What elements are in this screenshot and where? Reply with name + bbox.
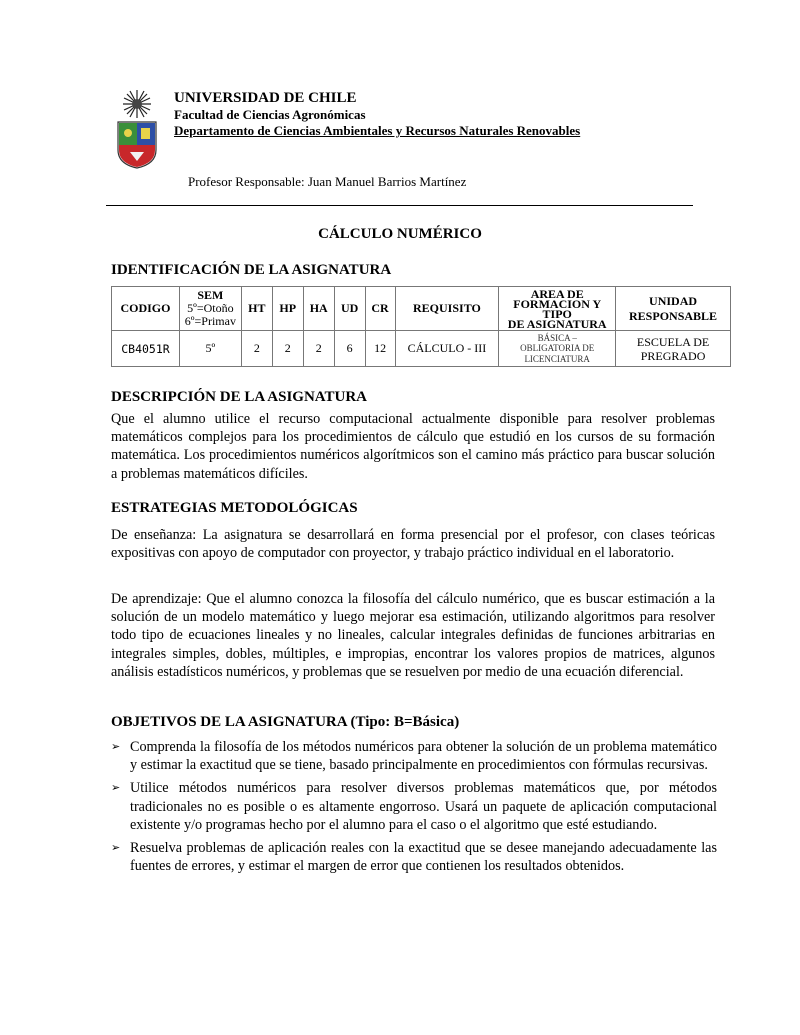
university-crest-icon — [108, 88, 166, 170]
department-name: Departamento de Ciencias Ambientales y Recursos Naturales Renovables — [174, 123, 581, 138]
cell-ht: 2 — [241, 331, 272, 367]
objetivos-heading: OBJETIVOS DE LA ASIGNATURA (Tipo: B=Básica) — [111, 714, 460, 730]
document-title: CÁLCULO NUMÉRICO — [318, 226, 482, 242]
col-ud: UD — [334, 287, 365, 331]
cell-sem: 5º — [179, 331, 241, 367]
col-unidad-line1: UNIDAD — [649, 293, 698, 308]
col-requisito: REQUISITO — [395, 287, 499, 331]
col-hp: HP — [272, 287, 303, 331]
institution-header — [174, 90, 694, 139]
col-codigo: CODIGO — [112, 287, 180, 331]
col-sem-line1: 5º=Otoño — [187, 301, 234, 315]
table-row — [112, 331, 731, 367]
cell-codigo: CB4051R — [112, 331, 180, 367]
cell-unidad — [616, 331, 731, 367]
header-divider — [106, 205, 693, 206]
col-unidad — [616, 287, 731, 331]
list-item — [111, 738, 717, 774]
cell-cr: 12 — [365, 331, 395, 367]
col-area — [499, 287, 616, 331]
faculty-name: Facultad de Ciencias Agronómicas — [174, 107, 366, 122]
col-sem-line2: 6º=Primav — [184, 314, 236, 328]
cell-hp: 2 — [272, 331, 303, 367]
cell-ha: 2 — [303, 331, 334, 367]
objetivos-list — [111, 738, 717, 880]
descripcion-text: Que el alumno utilice el recurso computacional actualmente disponible para resolver problemas matemáticos complejos para los procedimientos de cálculo que estudió en los cursos de su formación matemática. Los procedimientos numéricos algorítmicos son el camino más práctico para buscar solución a problemas matemáticos difíciles. — [111, 411, 715, 482]
cell-requisito: CÁLCULO - III — [395, 331, 499, 367]
col-area-line3: DE ASIGNATURA — [507, 316, 607, 331]
col-ha: HA — [303, 287, 334, 331]
arrow-bullet-icon: ➢ — [111, 741, 121, 753]
col-cr: CR — [365, 287, 395, 331]
cell-area-line3: LICENCIATURA — [524, 353, 590, 364]
ensenanza-text: De enseñanza: La asignatura se desarrollará en forma presencial por el profesor, con clases teóricas expositivas con apoyo de computador con proyector, y trabajo práctico individual en el laboratorio. — [111, 527, 715, 562]
list-item — [111, 839, 717, 875]
cell-ud: 6 — [334, 331, 365, 367]
col-sem — [179, 287, 241, 331]
col-area-line2: FORMACION Y TIPO — [513, 296, 602, 321]
professor-line: Profesor Responsable: Juan Manuel Barrios Martínez — [188, 174, 467, 189]
university-name: UNIVERSIDAD DE CHILE — [174, 90, 357, 106]
estrategias-heading: ESTRATEGIAS METODOLÓGICAS — [111, 500, 358, 516]
identification-table — [111, 286, 731, 367]
cell-area-line2: OBLIGATORIA DE — [520, 343, 595, 354]
table-header-row — [112, 287, 731, 331]
objetivo-text: Comprenda la filosofía de los métodos numéricos para obtener la solución de un problema matemático y estimar la exactitud que se tiene, basado principalmente en procedimientos con fórmulas recursivas. — [130, 739, 717, 774]
col-unidad-line2: RESPONSABLE — [629, 308, 718, 323]
list-item — [111, 779, 717, 834]
col-area-line1: AREA DE — [530, 286, 584, 301]
arrow-bullet-icon: ➢ — [111, 842, 121, 855]
aprendizaje-text: De aprendizaje: Que el alumno conozca la filosofía del cálculo numérico, que es buscar estimación a la solución de un modelo matemático y luego mejorar esa estimación, utilizando algoritmos para resolver todo tipo de ecuaciones lineales y no lineales, calcular integrales definidas de funciones arbitrarias en integrales simples, dobles, múltiples, e impropias, encontrar los valores propios de matrices, algunos análisis estadísticos numéricos, y problemas que se resuelven por medio de una ecuación diferencial. — [111, 591, 715, 680]
identificacion-heading: IDENTIFICACIÓN DE LA ASIGNATURA — [111, 262, 392, 278]
objetivo-text: Resuelva problemas de aplicación reales con la exactitud que se desee manejando adecuadamente las fuentes de errores, y estimar el margen de error que contienen los resultados obtenidos. — [130, 840, 717, 875]
cell-unidad-line1: ESCUELA DE — [636, 334, 710, 349]
cell-area — [499, 331, 616, 367]
col-sem-title: SEM — [197, 288, 224, 302]
arrow-bullet-icon: ➢ — [111, 782, 121, 795]
descripcion-heading: DESCRIPCIÓN DE LA ASIGNATURA — [111, 389, 368, 405]
col-ht: HT — [241, 287, 272, 331]
cell-area-line1: BÁSICA – — [537, 332, 577, 343]
cell-unidad-line2: PREGRADO — [640, 348, 706, 363]
objetivo-text: Utilice métodos numéricos para resolver diversos problemas matemáticos que, por métodos tradicionales no es posible o es altamente engorroso. Usará un paquete de aplicación computacional existente y/o programas hecho por el alumno para el caso o el algoritmo que esté estudiando. — [130, 780, 717, 833]
